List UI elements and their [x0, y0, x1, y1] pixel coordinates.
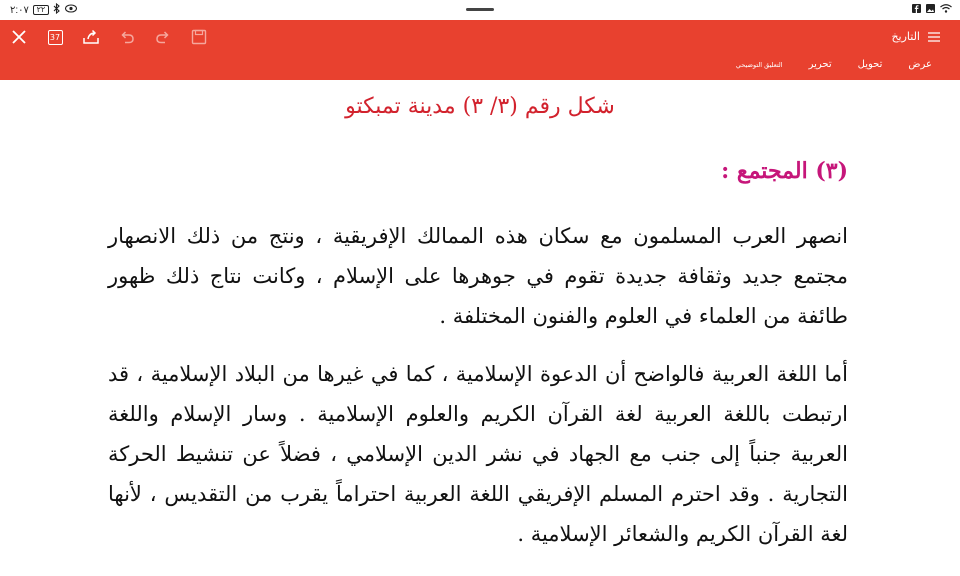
- share-icon[interactable]: [80, 26, 102, 48]
- paragraph: أما اللغة العربية فالواضح أن الدعوة الإسلامية ، كما في غيرها من البلاد الإسلامية ، قد ارتبطت باللغة العربية لغة القرآن الكريم والعلوم الإسلامية . وسار الإسلام واللغة العربية جنباً إلى جنب مع الجهاد في نشر الدين الإسلامي ، فضلاً عن تنشيط الحركة التجارية . وقد احترم المسلم الإفريقي اللغة العربية احتراماً يقرب من التقديس ، لأنها لغة القرآن الكريم والشعائر الإسلامية .: [108, 362, 848, 546]
- status-left: [10, 3, 77, 17]
- notch-indicator: [466, 8, 494, 11]
- toolbar-actions: [8, 26, 210, 48]
- status-bar: [0, 0, 960, 20]
- undo-icon[interactable]: [116, 26, 138, 48]
- page-count-button[interactable]: [44, 26, 66, 48]
- section-heading: (٣) المجتمع :: [721, 158, 848, 184]
- tab-edit[interactable]: تحرير: [808, 59, 832, 70]
- facebook-icon: [912, 4, 921, 16]
- battery-icon: ٢٢: [33, 5, 49, 15]
- eye-icon: [65, 4, 77, 16]
- gallery-icon: [926, 4, 935, 16]
- tab-bar: [736, 59, 932, 70]
- clock: ٢:٠٧: [10, 4, 29, 16]
- document-title-area: [891, 27, 940, 46]
- tab-annotate[interactable]: التعليق التوضيحي: [735, 60, 783, 69]
- figure-caption: شكل رقم (٣/ ٣) مدينة تمبكتو: [345, 94, 615, 119]
- wifi-icon: [940, 4, 952, 16]
- menu-icon[interactable]: [928, 27, 940, 46]
- tab-convert[interactable]: تحويل: [857, 59, 883, 70]
- status-right: [912, 4, 952, 16]
- save-icon[interactable]: [188, 26, 210, 48]
- document-page: [0, 80, 960, 576]
- page-count-icon: 37: [48, 30, 63, 45]
- top-toolbar: [0, 20, 960, 80]
- redo-icon[interactable]: [152, 26, 174, 48]
- document-title: التاريخ: [891, 30, 920, 43]
- bluetooth-icon: [53, 3, 61, 17]
- close-icon[interactable]: [8, 26, 30, 48]
- tab-view[interactable]: عرض: [908, 59, 932, 70]
- paragraph: انصهر العرب المسلمون مع سكان هذه الممالك الإفريقية ، ونتج من ذلك الانصهار مجتمع جديد وثقافة جديدة تقوم في جوهرها على الإسلام ، وكانت نتاج ذلك ظهور طائفة من العلماء في العلوم والفنون المختلفة .: [108, 224, 848, 328]
